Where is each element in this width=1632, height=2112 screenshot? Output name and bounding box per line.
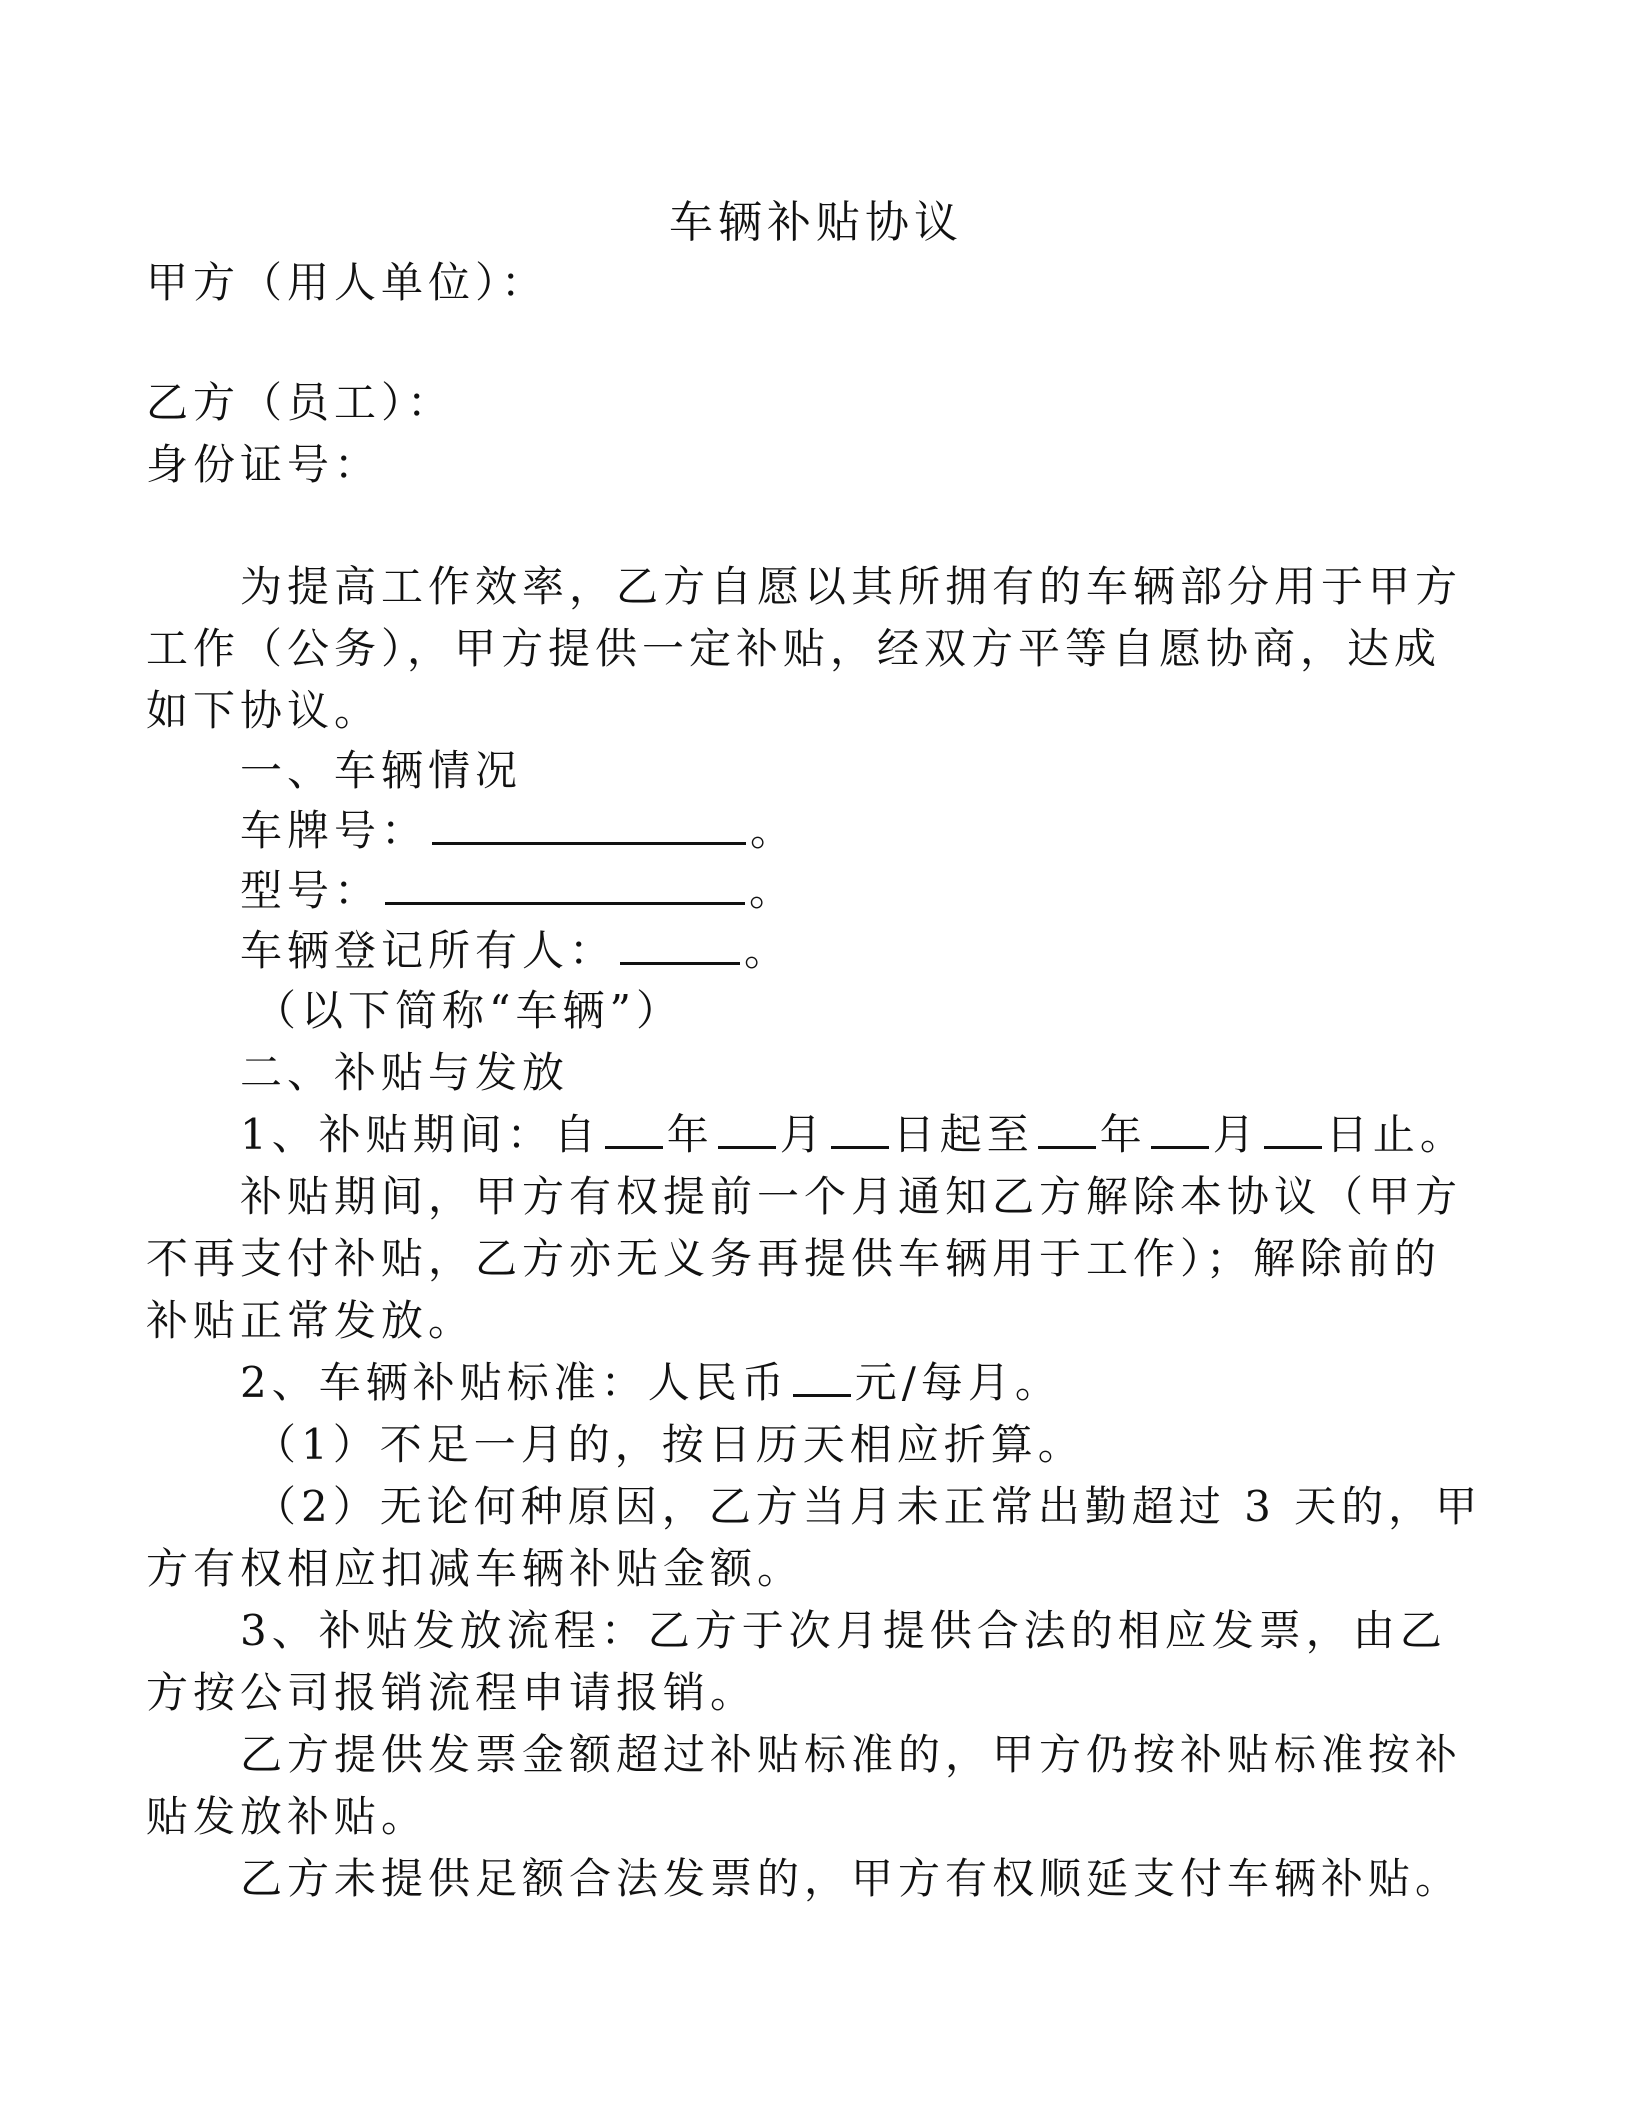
start-day-label: 日起至 [892,1110,1034,1159]
start-day-blank [831,1106,889,1149]
plate-number-label: 车牌号： [240,806,429,855]
owner-end: 。 [744,926,792,975]
amount-blank [793,1354,851,1397]
section-2-heading: 二、补贴与发放 [240,1048,570,1097]
end-day-blank [1264,1106,1322,1149]
start-year-label: 年 [666,1110,714,1159]
owner-blank [620,922,740,965]
standard-unit: 元/每月。 [854,1358,1062,1407]
plate-number-end: 。 [750,806,798,855]
rule-2-line-2: 方有权相应扣减车辆补贴金额。 [146,1544,805,1593]
rule-2-line-1: （2）无论何种原因，乙方当月未正常出勤超过 3 天的，甲 [254,1482,1483,1531]
id-number-label: 身份证号： [146,440,382,489]
end-day-label: 日止。 [1325,1110,1467,1159]
owner-label: 车辆登记所有人： [240,926,617,975]
start-month-blank [718,1106,776,1149]
process-line-1: 3、补贴发放流程：乙方于次月提供合法的相应发票，由乙 [240,1606,1447,1655]
excess-line-1: 乙方提供发票金额超过补贴标准的，甲方仍按补贴标准按补 [240,1730,1463,1779]
process-line-2: 方按公司报销流程申请报销。 [146,1668,758,1717]
excess-line-2: 贴发放补贴。 [146,1792,429,1841]
termination-line-1: 补贴期间，甲方有权提前一个月通知乙方解除本协议（甲方 [240,1172,1463,1221]
document-title: 车辆补贴协议 [669,197,963,248]
standard-lead: 2、车辆补贴标准：人民币 [240,1358,789,1407]
vehicle-note: （以下简称“车辆”） [254,986,683,1035]
termination-line-3: 补贴正常发放。 [146,1296,476,1345]
model-blank [385,862,745,905]
end-year-label: 年 [1099,1110,1147,1159]
insufficient-invoice: 乙方未提供足额合法发票的，甲方有权顺延支付车辆补贴。 [240,1854,1463,1903]
period-lead: 1、补贴期间：自 [240,1110,601,1159]
owner-row [240,920,791,982]
start-month-label: 月 [779,1110,827,1159]
intro-line-3: 如下协议。 [146,686,382,735]
intro-line-2: 工作（公务），甲方提供一定补贴，经双方平等自愿协商，达成 [146,624,1442,673]
model-end: 。 [749,866,797,915]
rule-1: （1）不足一月的，按日历天相应折算。 [254,1420,1085,1469]
section-1-heading: 一、车辆情况 [240,746,523,795]
subsidy-period-row [240,1104,1467,1166]
model-row [240,860,796,922]
party-a-label: 甲方（用人单位）： [146,258,549,307]
start-year-blank [605,1106,663,1149]
subsidy-standard-row [240,1352,1062,1414]
party-b-label: 乙方（员工）： [146,378,455,427]
plate-number-blank [432,802,746,845]
plate-number-row [240,800,797,862]
intro-line-1: 为提高工作效率，乙方自愿以其所拥有的车辆部分用于甲方 [240,562,1463,611]
end-month-label: 月 [1212,1110,1260,1159]
end-month-blank [1151,1106,1209,1149]
model-label: 型号： [240,866,382,915]
end-year-blank [1038,1106,1096,1149]
termination-line-2: 不再支付补贴，乙方亦无义务再提供车辆用于工作）；解除前的 [146,1234,1442,1283]
